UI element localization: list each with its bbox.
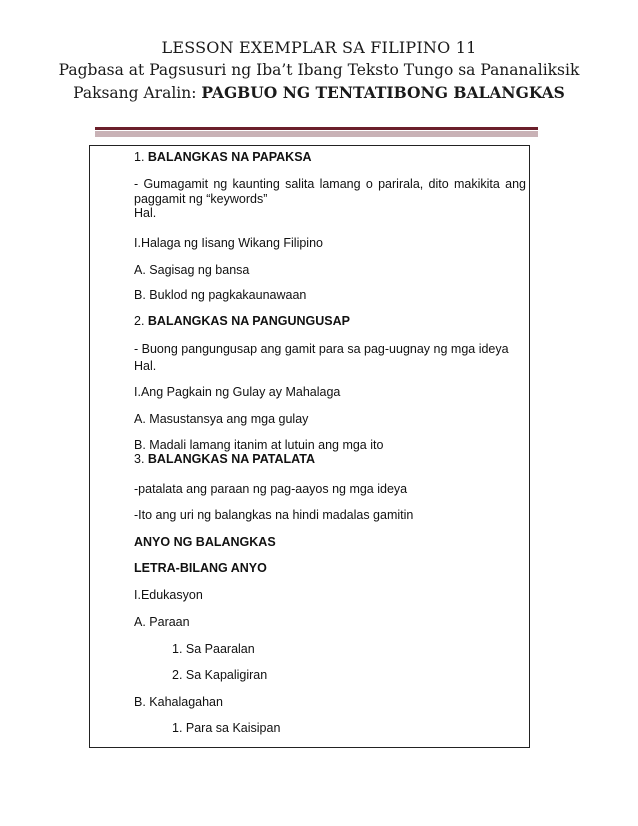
anyo-heading [134, 535, 276, 550]
section-2-example-label: Hal. [134, 359, 157, 373]
section-1-example-label: Hal. [134, 206, 157, 220]
section-1-example-3: B. Buklod ng pagkakaunawaan [134, 288, 307, 302]
course-subtitle: Pagbasa at Pagsusuri ng Iba’t Ibang Teksto Tungo sa Pananaliksik [58, 61, 580, 79]
section-1-title: BALANGKAS NA PAPAKSA [147, 150, 312, 164]
section-3-number: 3. [134, 452, 148, 466]
header-divider [95, 127, 538, 130]
section-3-line-1: -patalata ang paraan ng pag-aayos ng mga ideya [134, 482, 408, 496]
section-2-example-2: A. Masustansya ang mga gulay [134, 412, 309, 426]
outline-item-5: B. Kahalagahan [134, 695, 223, 709]
anyo-title: ANYO NG BALANGKAS [134, 535, 276, 549]
section-2-title: BALANGKAS NA PANGUNGUSAP [147, 314, 350, 328]
header-divider-shadow [95, 131, 538, 137]
section-3-heading [134, 452, 315, 467]
outline-item-4: 2. Sa Kapaligiran [172, 668, 268, 682]
lesson-topic [0, 83, 638, 102]
outline-item-1: I.Edukasyon [134, 588, 203, 602]
section-2-example-1: I.Ang Pagkain ng Gulay ay Mahalaga [134, 385, 341, 399]
section-2-description: - Buong pangungusap ang gamit para sa pag-uugnay ng mga ideya [134, 342, 509, 356]
letra-bilang-heading [134, 561, 267, 576]
section-1-example-1: I.Halaga ng Iisang Wikang Filipino [134, 236, 323, 250]
section-3-line-2: -Ito ang uri ng balangkas na hindi madalas gamitin [134, 508, 414, 522]
outline-item-2: A. Paraan [134, 615, 190, 629]
outline-item-3: 1. Sa Paaralan [172, 642, 255, 656]
document-title: LESSON EXEMPLAR SA FILIPINO 11 [161, 38, 477, 57]
section-2-example-3: B. Madali lamang itanim at lutuin ang mga ito [134, 438, 384, 452]
section-1-desc-line-1: - Gumagamit ng kaunting salita lamang o parirala, dito makikita ang [134, 177, 526, 191]
topic-title: PAGBUO NG TENTATIBONG BALANGKAS [201, 83, 565, 102]
section-2-number: 2. [134, 314, 148, 328]
letra-bilang-title: LETRA-BILANG ANYO [134, 561, 267, 575]
section-1-example-2: A. Sagisag ng bansa [134, 263, 250, 277]
outline-item-6: 1. Para sa Kaisipan [172, 721, 281, 735]
section-3-title: BALANGKAS NA PATALATA [147, 452, 316, 466]
section-1-heading [134, 150, 312, 165]
section-2-heading [134, 314, 350, 329]
section-1-desc-line-2: paggamit ng “keywords” [134, 192, 268, 206]
section-1-number: 1. [134, 150, 148, 164]
topic-prefix: Paksang Aralin: [73, 84, 202, 102]
section-1-description [134, 177, 526, 207]
